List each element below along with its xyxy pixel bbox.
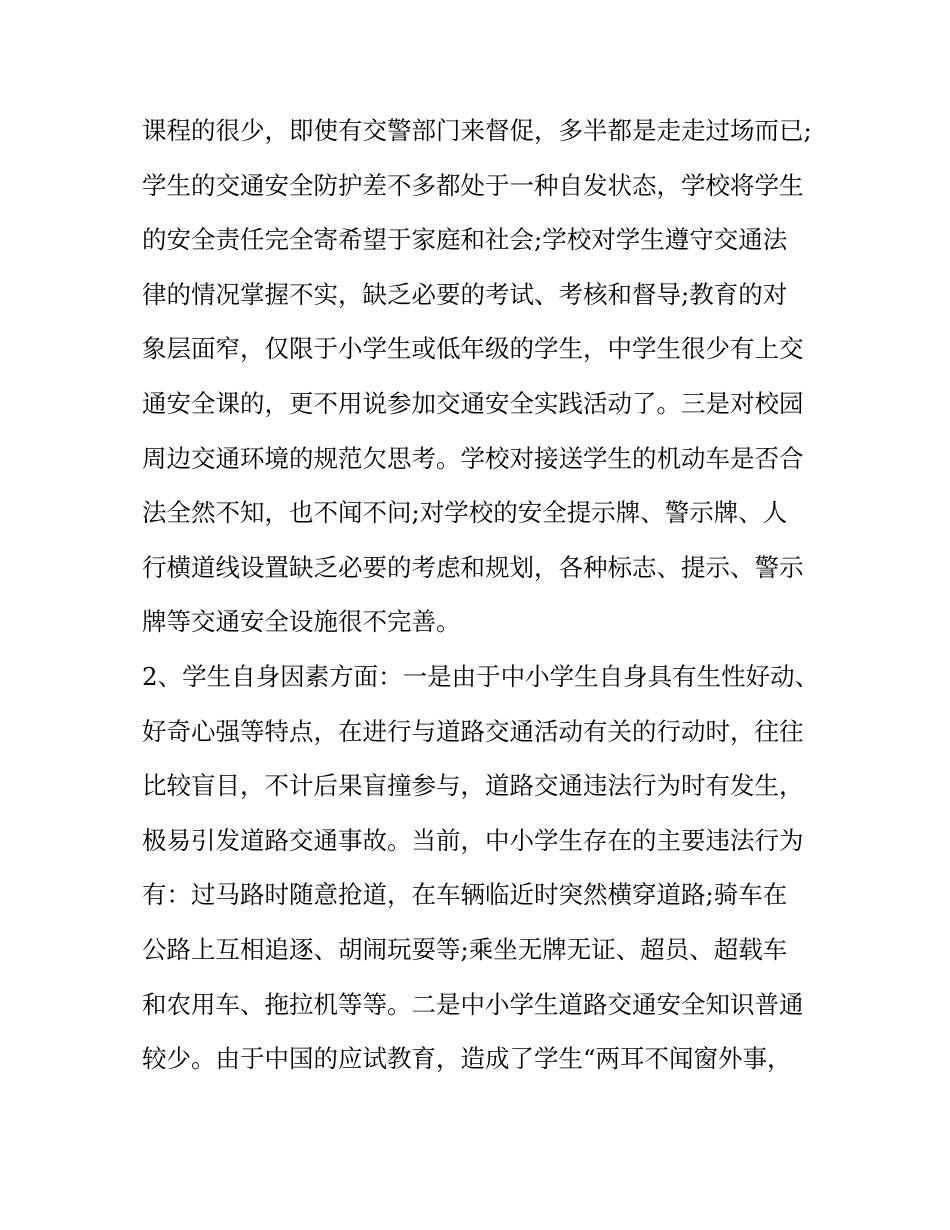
text-line: 法全然不知，也不闻不问;对学校的安全提示牌、警示牌、人 <box>142 498 788 528</box>
text-line: 牌等交通安全设施很不完善。 <box>142 607 461 637</box>
text-line: 比较盲目，不计后果盲撞参与，道路交通违法行为时有发生， <box>142 771 804 801</box>
body-text <box>142 104 842 1087</box>
text-line: 周边交通环境的规范欠思考。学校对接送学生的机动车是否合 <box>142 443 804 473</box>
text-line: 2、学生自身因素方面：一是由于中小学生自身具有生性好动、 <box>142 661 820 691</box>
text-line: 通安全课的，更不用说参加交通安全实践活动了。三是对校园 <box>142 388 804 418</box>
text-line: 好奇心强等特点，在进行与道路交通活动有关的行动时，往往 <box>142 716 804 746</box>
text-line: 学生的交通安全防护差不多都处于一种自发状态，学校将学生 <box>142 170 804 200</box>
text-line: 律的情况掌握不实，缺乏必要的考试、考核和督导;教育的对 <box>142 279 788 309</box>
text-line: 极易引发道路交通事故。当前，中小学生存在的主要违法行为 <box>142 825 804 855</box>
text-line: 课程的很少，即使有交警部门来督促，多半都是走走过场而已; <box>142 116 812 145</box>
text-line: 较少。由于中国的应试教育，造成了学生“两耳不闻窗外事， <box>142 1044 792 1074</box>
text-line: 有：过马路时随意抢道，在车辆临近时突然横穿道路;骑车在 <box>142 880 788 910</box>
text-line: 行横道线设置缺乏必要的考虑和规划，各种标志、提示、警示 <box>142 552 804 582</box>
text-line: 公路上互相追逐、胡闹玩耍等;乘坐无牌无证、超员、超载车 <box>142 934 788 964</box>
text-line: 的安全责任完全寄希望于家庭和社会;学校对学生遵守交通法 <box>142 225 788 255</box>
text-line: 和农用车、拖拉机等等。二是中小学生道路交通安全知识普通 <box>142 989 804 1019</box>
text-line: 象层面窄，仅限于小学生或低年级的学生，中学生很少有上交 <box>142 334 804 364</box>
